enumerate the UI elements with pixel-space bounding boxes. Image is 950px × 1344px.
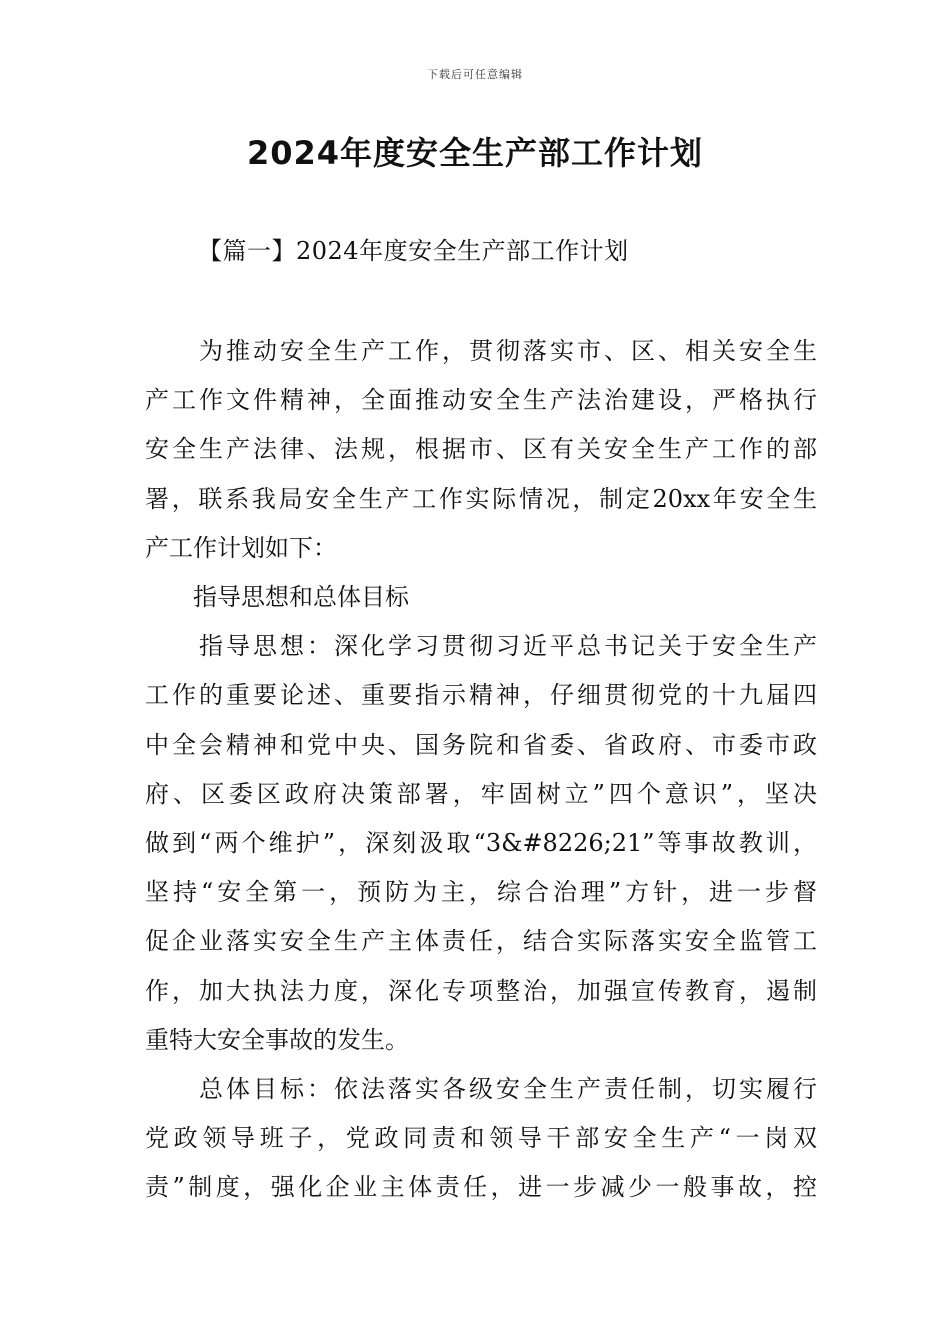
paragraph-overall-goal	[145, 1065, 817, 1213]
paragraph-intro	[145, 327, 817, 573]
text-line: 安全生产法律、法规，根据市、区有关安全生产工作的部	[145, 435, 817, 464]
text-line: 府、区委区政府决策部署，牢固树立”四个意识”，坚决	[145, 779, 817, 808]
text-line: 指导思想和总体目标	[145, 583, 409, 612]
text-line: 重特大安全事故的发生。	[145, 1025, 409, 1054]
paragraph-guiding-ideology	[145, 622, 817, 1065]
document-body	[145, 327, 817, 1213]
text-line: 党政领导班子，党政同责和领导干部安全生产“一岗双	[145, 1124, 817, 1153]
header-note: 下载后可任意编辑	[427, 68, 523, 81]
text-line: 产工作计划如下：	[145, 533, 337, 562]
text-line: 责”制度，强化企业主体责任，进一步减少一般事故，控	[145, 1173, 817, 1202]
text-line: 为推动安全生产工作，贯彻落实市、区、相关安全生	[145, 337, 817, 365]
text-line: 产工作文件精神，全面推动安全生产法治建设，严格执行	[145, 386, 817, 415]
text-line: 中全会精神和党中央、国务院和省委、省政府、市委市政	[145, 730, 817, 759]
text-line: 指导思想：深化学习贯彻习近平总书记关于安全生产	[145, 632, 817, 661]
text-line: 坚持“安全第一，预防为主，综合治理”方针，进一步督	[145, 878, 817, 907]
text-line: 工作的重要论述、重要指示精神，仔细贯彻党的十九届四	[145, 681, 817, 710]
text-line: 署，联系我局安全生产工作实际情况，制定20xx年安全生	[145, 484, 817, 513]
paragraph-subheading	[145, 573, 817, 622]
section-heading: 【篇一】2024年度安全生产部工作计划	[198, 237, 629, 265]
text-line: 总体目标：依法落实各级安全生产责任制，切实履行	[145, 1075, 817, 1104]
text-line: 促企业落实安全生产主体责任，结合实际落实安全监管工	[145, 927, 817, 956]
page-title: 2024年度安全生产部工作计划	[246, 134, 704, 172]
text-line: 做到“两个维护”，深刻汲取“3&#8226;21”等事故教训，	[145, 829, 817, 858]
text-line: 作，加大执法力度，深化专项整治，加强宣传教育，遏制	[145, 976, 817, 1005]
